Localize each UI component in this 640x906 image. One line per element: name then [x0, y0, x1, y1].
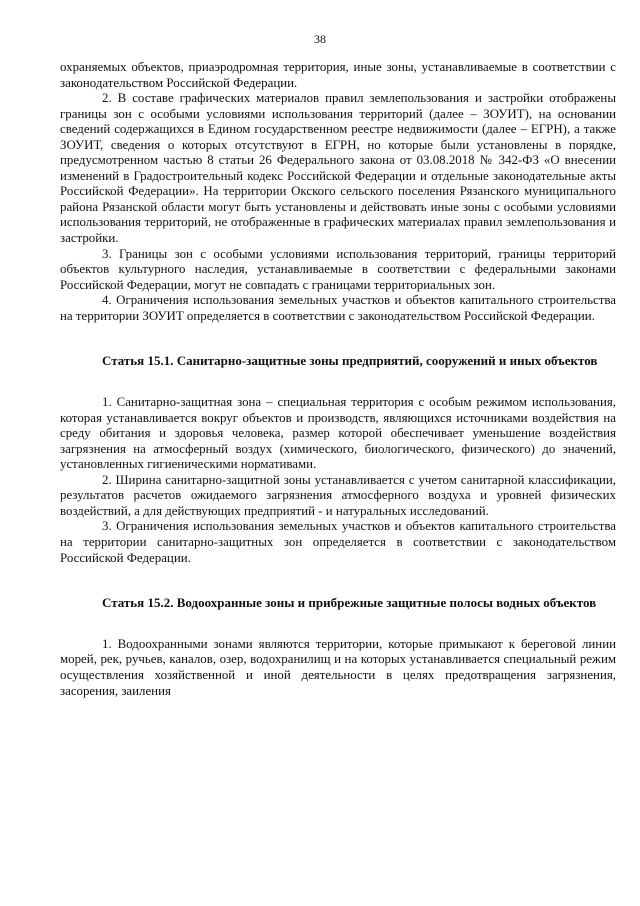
document-body: [60, 60, 616, 699]
article-15-1-paragraph-3: 3. Ограничения использования земельных участков и объектов капитального строительства на территории санитарно-защитных зон определяется в соответствии с законодательством Российской Федерации.: [60, 519, 616, 565]
article-15-1-paragraph-1: 1. Санитарно-защитная зона – специальная территория с особым режимом использования, которая устанавливается вокруг объектов и производств, являющихся источниками воздействия на среду обитания и здоровья человека, размер которой обеспечивает уменьшение воздействия загрязнения на атмосферный воздух (химического, биологического, физического) до значений, установленных гигиеническими нормативами.: [60, 395, 616, 472]
article-15-1-heading: Статья 15.1. Санитарно-защитные зоны предприятий, сооружений и иных объектов: [102, 353, 598, 369]
paragraph-continuation: охраняемых объектов, приаэродромная территория, иные зоны, устанавливаемые в соответствии с законодательством Российской Федерации.: [60, 60, 616, 90]
article-15-1-paragraph-2: 2. Ширина санитарно-защитной зоны устанавливается с учетом санитарной классификации, результатов расчетов ожидаемого загрязнения атмосферного воздуха и уровней физических воздействий, а для действующих предприятий - и натуральных исследований.: [60, 472, 616, 518]
article-15-2-paragraph-1: 1. Водоохранными зонами являются территории, которые примыкают к береговой линии морей, рек, ручьев, каналов, озер, водохранилищ и на которых устанавливается специальный режим осуществления хозяйственной и иной деятельности в целях предотвращения загрязнения, засорения, заиления: [60, 636, 616, 698]
page-number: 38: [314, 32, 326, 46]
article-15-2-heading: Статья 15.2. Водоохранные зоны и прибрежные защитные полосы водных объектов: [102, 595, 597, 611]
paragraph-3: 3. Границы зон с особыми условиями использования территорий, границы территорий объектов культурного наследия, устанавливаемые в соответствии с федеральными законами Российской Федерации, могут не совпадать с границами территориальных зон.: [60, 246, 616, 292]
paragraph-2: 2. В составе графических материалов правил землепользования и застройки отображены границы зон с особыми условиями использования территорий (далее – ЗОУИТ), на основании сведений содержащихся в Едином государственном реестре недвижимости (далее – ЕГРН), а также ЗОУИТ, сведения о которых отсутствуют в ЕГРН, но которые были установлены в порядке, предусмотренном частью 8 статьи 26 Федерального закона от 03.08.2018 № 342-ФЗ «О внесении изменений в Градостроительный кодекс Российской Федерации и отдельные законодательные акты Российской Федерации». На территории Окского сельского поселения Рязанского муниципального района Рязанской области могут быть установлены и действовать иные зоны с особыми условиями использования территорий, не отображенные в графических материалах правил землепользования и застройки.: [60, 91, 616, 246]
paragraph-4: 4. Ограничения использования земельных участков и объектов капитального строительства на территории ЗОУИТ определяется в соответствии с законодательством Российской Федерации.: [60, 293, 616, 323]
